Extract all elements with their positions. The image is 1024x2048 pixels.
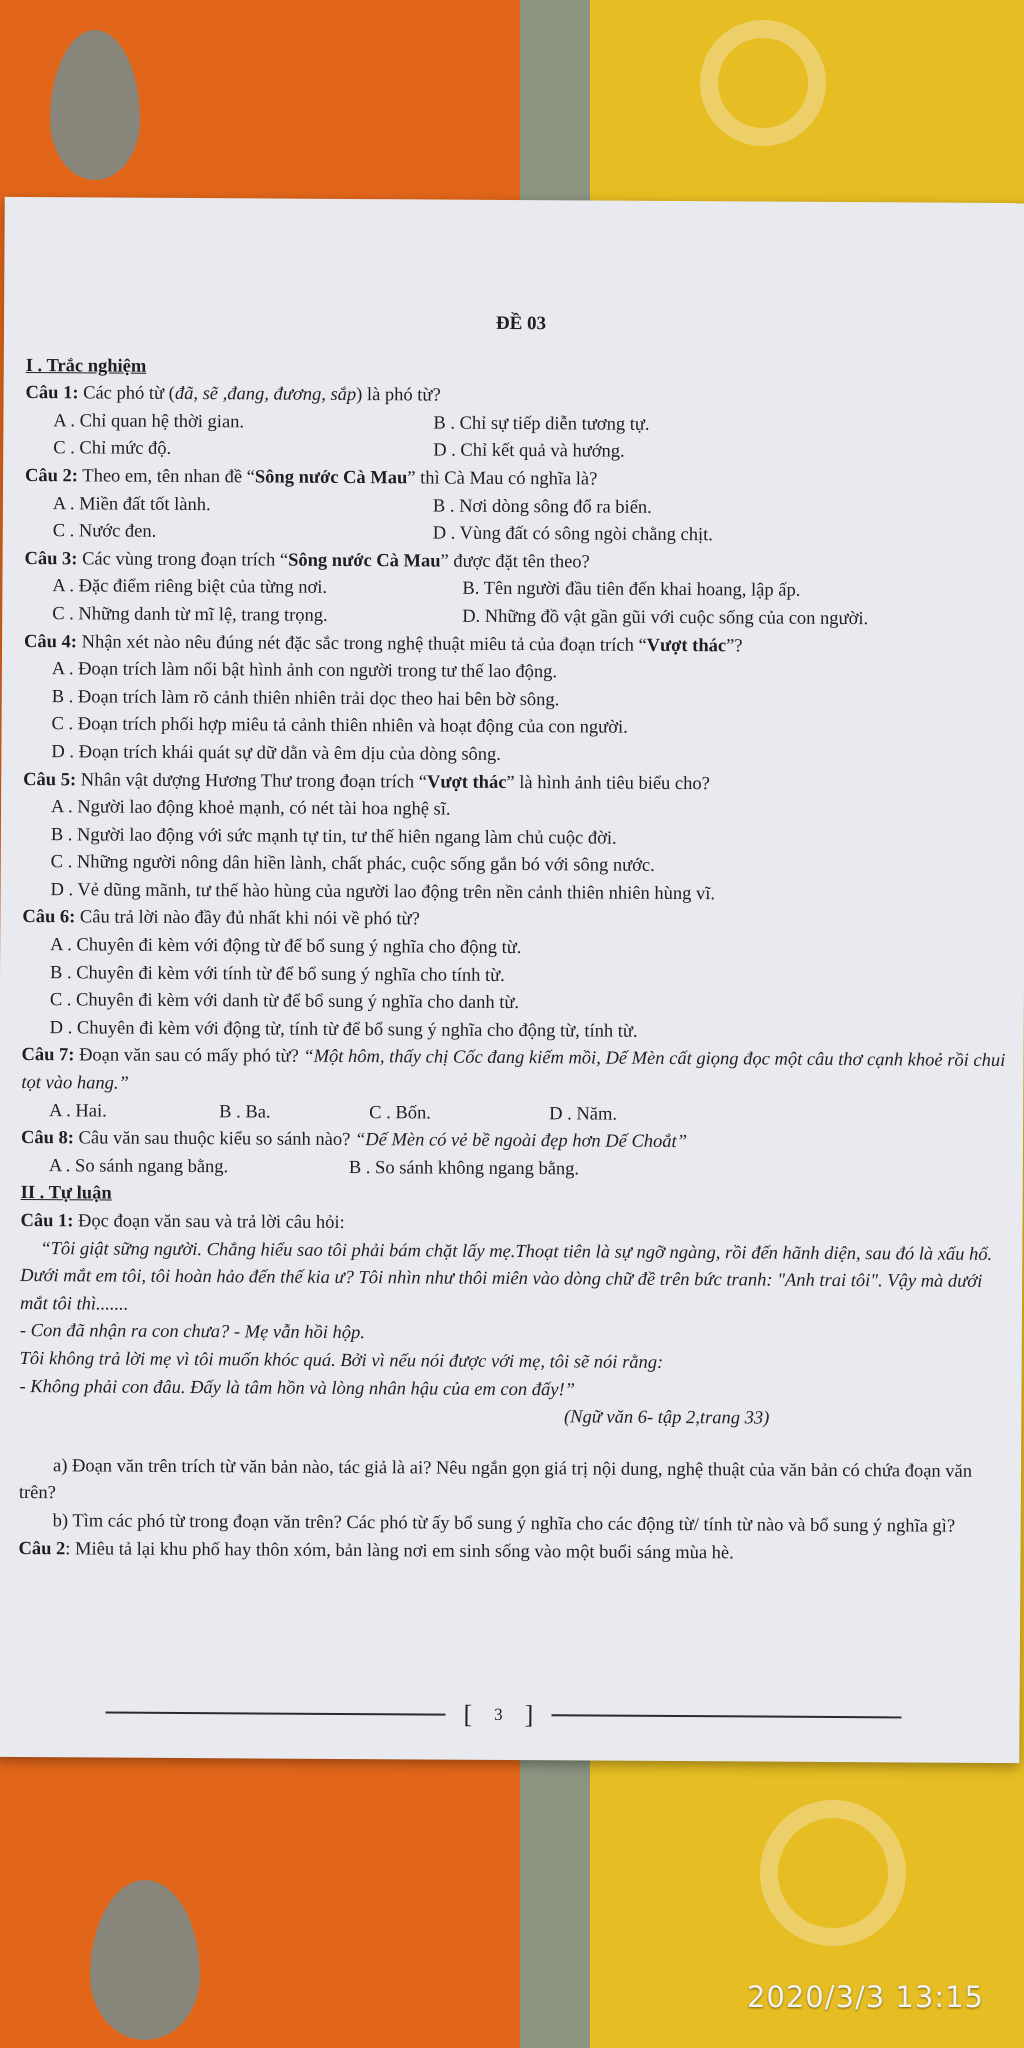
option: A . Người lao động khoẻ mạnh, có nét tài hoa nghệ sĩ. xyxy=(50,797,451,820)
passage: - Không phải con đâu. Đấy là tâm hồn và lòng nhân hậu của em con đấy!” xyxy=(19,1376,576,1400)
question-2: Câu 2: Theo em, tên nhan đề “Sông nước Cà Mau” thì Cà Mau có nghĩa là? xyxy=(25,465,598,490)
page-footer xyxy=(105,1698,905,1733)
options-row: C . Những danh từ mĩ lệ, trang trọng. D. Những đồ vật gần gũi với cuộc sống của con người. xyxy=(52,604,869,630)
options-row: C . Chỉ mức độ. D . Chỉ kết quả và hướng. xyxy=(53,438,625,463)
passage-source: (Ngữ văn 6- tập 2,trang 33) xyxy=(563,1407,770,1429)
options-row: A . Hai. B . Ba. C . Bốn. D . Năm. xyxy=(49,1100,618,1125)
option: C . Đoạn trích phối hợp miêu tả cảnh thiên nhiên và hoạt động của con người. xyxy=(51,714,628,739)
question-3: Câu 3: Các vùng trong đoạn trích “Sông nước Cà Mau” được đặt tên theo? xyxy=(24,548,590,573)
essay-subquestion-b: b) Tìm các phó từ trong đoạn văn trên? Các phó từ ấy bổ sung ý nghĩa cho các động từ/ tính từ nào và bổ sung ý nghĩa gì? xyxy=(52,1511,956,1537)
question-6: Câu 6: Câu trả lời nào đầy đủ nhất khi nói về phó từ? xyxy=(22,907,420,930)
footer-line xyxy=(551,1714,901,1718)
options-row: A . Chỉ quan hệ thời gian. B . Chỉ sự tiếp diễn tương tự. xyxy=(53,410,650,435)
options-row: A . Miền đất tốt lành. B . Nơi dòng sông đổ ra biển. xyxy=(52,493,652,518)
options-row: A . Đặc điểm riêng biệt của từng nơi. B. Tên người đầu tiên đến khai hoang, lập ấp. xyxy=(52,576,801,602)
exam-content xyxy=(18,307,1016,1569)
question-7: Câu 7: Đoạn văn sau có mấy phó từ? “Một hôm, thấy chị Cốc đang kiếm mồi, Dế Mèn cất giọng đọc một câu thơ cạnh khoẻ rồi chui tọt vào hang.” xyxy=(21,1045,1006,1094)
page-number: [ 3 ] xyxy=(463,1699,534,1730)
flower-pattern-icon xyxy=(760,1800,906,1946)
question-1: Câu 1: Các phó từ (đã, sẽ ,đang, đương, sắp) là phó từ? xyxy=(25,383,441,406)
option: D . Vẻ dũng mãnh, tư thế hào hùng của người lao động trên nền cảnh thiên nhiên hùng vĩ. xyxy=(50,880,716,905)
question-5: Câu 5: Nhân vật dượng Hương Thư trong đoạn trích “Vượt thác” là hình ảnh tiêu biểu cho? xyxy=(23,769,710,794)
section-heading: II . Tự luận xyxy=(20,1183,112,1204)
passage: Tôi không trả lời mẹ vì tôi muốn khóc quá. Bởi vì nếu nói được với mẹ, tôi sẽ nói rằng: xyxy=(19,1348,664,1373)
photo-timestamp: 2020/3/3 13:15 xyxy=(746,1980,984,2014)
option: B . Người lao động với sức mạnh tự tin, tư thế hiên ngang làm chủ cuộc đời. xyxy=(50,824,617,849)
flower-pattern-icon xyxy=(700,20,826,146)
option: D . Đoạn trích khái quát sự dữ dằn và êm dịu của dòng sông. xyxy=(51,742,502,765)
option: A . Chuyên đi kèm với động từ để bổ sung ý nghĩa cho động từ. xyxy=(50,935,522,959)
question-8: Câu 8: Câu văn sau thuộc kiểu so sánh nào? “Dế Mèn có vẻ bề ngoài đẹp hơn Dế Choắt” xyxy=(20,1128,688,1153)
option: D . Chuyên đi kèm với động từ, tính từ để bổ sung ý nghĩa cho động từ, tính từ. xyxy=(49,1018,638,1042)
exam-paper xyxy=(0,197,1024,1763)
options-row: A . So sánh ngang bằng. B . So sánh không ngang bằng. xyxy=(48,1155,580,1180)
option: B . Chuyên đi kèm với tính từ để bổ sung ý nghĩa cho tính từ. xyxy=(49,962,505,986)
option: C . Chuyên đi kèm với danh từ để bổ sung ý nghĩa cho danh từ. xyxy=(49,990,520,1014)
essay-question-2: Câu 2: Miêu tả lại khu phố hay thôn xóm, bản làng nơi em sinh sống vào một buổi sáng mùa hè. xyxy=(18,1538,734,1563)
passage: - Con đã nhận ra con chưa? - Mẹ vẫn hồi hộp. xyxy=(19,1321,366,1344)
options-row: C . Nước đen. D . Vùng đất có sông ngòi chằng chịt. xyxy=(52,521,713,546)
option: B . Đoạn trích làm rõ cảnh thiên nhiên trải dọc theo hai bên bờ sông. xyxy=(51,686,560,711)
option: C . Những người nông dân hiền lành, chất phác, cuộc sống gắn bó với sông nước. xyxy=(50,852,655,877)
option: A . Đoạn trích làm nổi bật hình ảnh con người trong tư thế lao động. xyxy=(51,659,558,683)
essay-question-1: Câu 1: Đọc đoạn văn sau và trả lời câu hỏi: xyxy=(20,1211,345,1233)
section-heading: I . Trắc nghiệm xyxy=(25,355,147,377)
passage: “Tôi giật sững người. Chẳng hiểu sao tôi phải bám chặt lấy mẹ.Thoạt tiên là sự ngỡ ngàng, rồi đến hãnh diện, sau đó là xấu hổ. Dưới mắt em tôi, tôi hoàn hảo đến thế kia ư? Tôi nhìn như thôi miên vào dòng chữ đề trên bức tranh: "Anh trai tôi". Vậy mà dưới mắt tôi thì....... xyxy=(19,1238,993,1315)
question-4: Câu 4: Nhận xét nào nêu đúng nét đặc sắc trong nghệ thuật miêu tả của đoạn trích “Vượt thác”? xyxy=(23,631,743,656)
essay-subquestion-a: a) Đoạn văn trên trích từ văn bản nào, tác giả là ai? Nêu ngắn gọn giá trị nội dung, nghệ thuật của văn bản có chứa đoạn văn trên? xyxy=(18,1455,973,1504)
footer-line xyxy=(106,1712,446,1716)
exam-title: ĐỀ 03 xyxy=(495,312,547,335)
